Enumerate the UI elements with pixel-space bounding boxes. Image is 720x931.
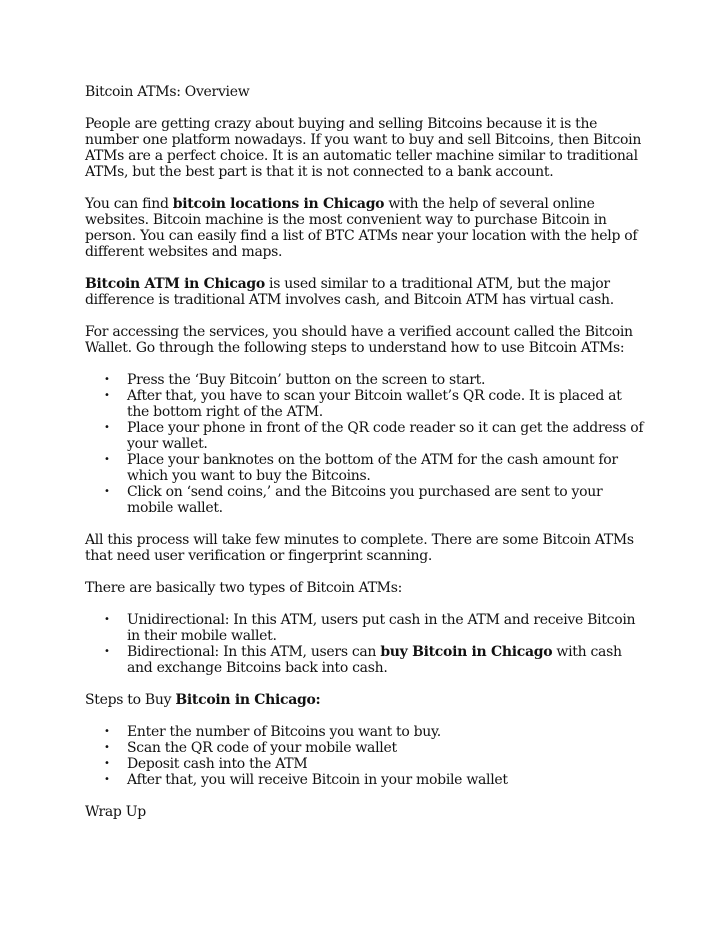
document-page <box>85 84 645 836</box>
buy-steps-list <box>85 724 645 788</box>
buy-steps-heading-pre: Steps to Buy <box>85 692 176 708</box>
wrap-up-heading: Wrap Up <box>85 804 146 820</box>
bullet-icon: • <box>104 486 110 497</box>
list-item-text: Click on ‘send coins,’ and the Bitcoins you purchased are sent to your mobile wallet. <box>127 484 603 516</box>
paragraph-locations-pre: You can find <box>85 196 173 212</box>
list-item-text: Unidirectional: In this ATM, users put cash in the ATM and receive Bitcoin in their mobile wallet. <box>127 612 636 644</box>
list-item-text: Enter the number of Bitcoins you want to buy. <box>127 724 441 740</box>
paragraph-intro: People are getting crazy about buying and selling Bitcoins because it is the number one platform nowadays. If you want to buy and sell Bitcoins, then Bitcoin ATMs are a perfect choice. It is an automatic teller machine similar to traditional ATMs, but the best part is that it is not connected to a bank account. <box>85 116 642 180</box>
paragraph-types-intro: There are basically two types of Bitcoin ATMs: <box>85 580 403 596</box>
list-item <box>85 756 645 772</box>
list-item-text-post: with cash and exchange Bitcoins back into cash. <box>127 644 622 676</box>
bitcoin-locations-bold: bitcoin locations in Chicago <box>172 196 385 212</box>
paragraph-process: All this process will take few minutes to complete. There are some Bitcoin ATMs that need user verification or fingerprint scanning. <box>85 532 634 564</box>
list-item-text: Place your phone in front of the QR code reader so it can get the address of your wallet. <box>127 420 644 452</box>
paragraph-atm-chicago <box>85 276 645 308</box>
document-title: Bitcoin ATMs: Overview <box>85 84 250 100</box>
bullet-icon: • <box>104 422 110 433</box>
buy-bitcoin-chicago-bold: buy Bitcoin in Chicago <box>380 644 553 660</box>
list-item <box>85 388 645 420</box>
buy-steps-heading-bold: Bitcoin in Chicago: <box>175 692 321 708</box>
list-item <box>85 484 645 516</box>
paragraph-locations-post: with the help of several online websites. Bitcoin machine is the most convenient way to purchase Bitcoin in person. You can easily find a list of BTC ATMs near your location with the help of different websites and maps. <box>85 196 638 260</box>
bullet-icon: • <box>104 390 110 401</box>
list-item-text: Bidirectional: In this ATM, users can <box>127 644 381 660</box>
buy-steps-heading <box>85 692 645 708</box>
paragraph-atm-chicago-post: is used similar to a traditional ATM, but the major difference is traditional ATM involves cash, and Bitcoin ATM has virtual cash. <box>85 276 614 308</box>
bullet-icon: • <box>104 742 110 753</box>
paragraph-wallet: For accessing the services, you should have a verified account called the Bitcoin Wallet. Go through the following steps to understand how to use Bitcoin ATMs: <box>85 324 633 356</box>
list-item-text: Scan the QR code of your mobile wallet <box>127 740 397 756</box>
list-item <box>85 724 645 740</box>
bullet-icon: • <box>104 646 110 657</box>
list-item-text: Press the ‘Buy Bitcoin’ button on the screen to start. <box>127 372 486 388</box>
list-item <box>85 644 645 676</box>
list-item <box>85 612 645 644</box>
bullet-icon: • <box>104 614 110 625</box>
list-item <box>85 452 645 484</box>
list-item <box>85 772 645 788</box>
bullet-icon: • <box>104 374 110 385</box>
list-item-text: Place your banknotes on the bottom of the ATM for the cash amount for which you want to buy the Bitcoins. <box>127 452 618 484</box>
list-item-text: After that, you have to scan your Bitcoin wallet’s QR code. It is placed at the bottom right of the ATM. <box>127 388 622 420</box>
paragraph-locations <box>85 196 645 260</box>
list-item <box>85 740 645 756</box>
bitcoin-atm-chicago-bold: Bitcoin ATM in Chicago <box>85 276 265 292</box>
bullet-icon: • <box>104 774 110 785</box>
bullet-icon: • <box>104 758 110 769</box>
bullet-icon: • <box>104 454 110 465</box>
atm-types-list <box>85 612 645 676</box>
bullet-icon: • <box>104 726 110 737</box>
atm-steps-list <box>85 372 645 516</box>
list-item-text: After that, you will receive Bitcoin in your mobile wallet <box>127 772 508 788</box>
list-item-text: Deposit cash into the ATM <box>127 756 308 772</box>
list-item <box>85 372 645 388</box>
list-item <box>85 420 645 452</box>
